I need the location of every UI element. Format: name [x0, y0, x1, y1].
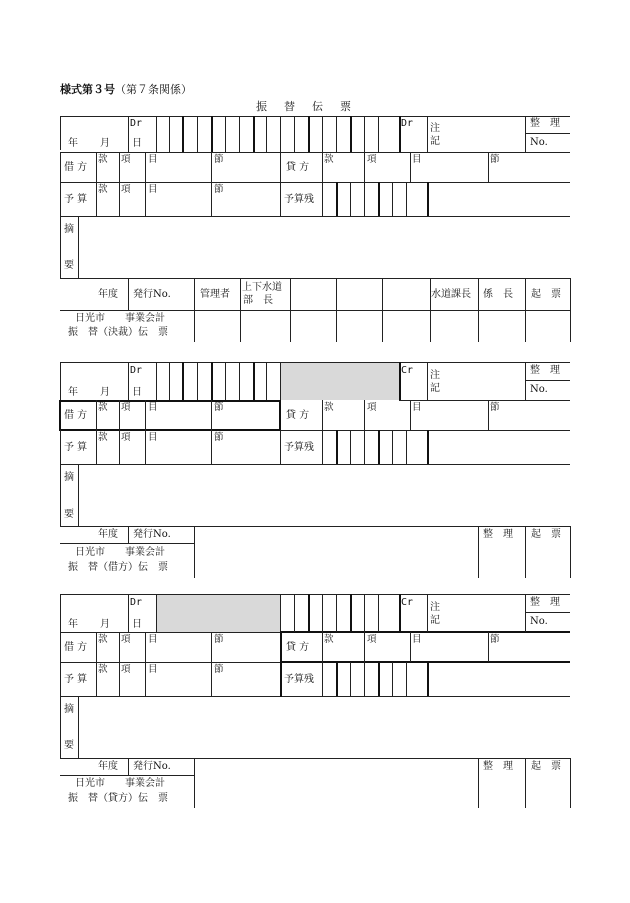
setsu-label: 節 — [214, 154, 224, 165]
setsu-label-b: 節 — [214, 184, 224, 195]
budget-label: 予 算 — [64, 674, 88, 685]
setsu-label-b: 節 — [214, 664, 224, 675]
setsu-label-c: 節 — [490, 634, 500, 645]
kan-label-c: 款 — [324, 634, 334, 645]
seiri-footer-label: 整 理 — [483, 761, 513, 772]
seiri-label: 整 理 — [530, 597, 560, 608]
city-account-3: 日光市 事業会計 — [75, 778, 165, 789]
manager-label: 管理者 — [200, 289, 230, 300]
credit-label: 貸 方 — [286, 410, 310, 421]
number-label: No. — [530, 616, 548, 627]
kan-label-b: 款 — [98, 184, 108, 195]
moku-label-c: 目 — [412, 154, 422, 165]
sewer-line2: 部 長 — [243, 295, 273, 306]
debit-box-highlight — [59, 400, 281, 431]
debit-code: Dr — [130, 365, 143, 376]
kan-label-b: 款 — [98, 664, 108, 675]
shaded-debit-amount — [156, 594, 280, 632]
moku-label: 目 — [148, 634, 158, 645]
date-label: 年 月 日 — [68, 387, 148, 398]
debit-code: Dr — [130, 118, 143, 129]
moku-label-b: 目 — [148, 664, 158, 675]
drafter-label: 起 票 — [531, 761, 561, 772]
note-top: 注 — [430, 370, 440, 381]
moku-label: 目 — [148, 402, 158, 413]
setsu-label-c: 節 — [490, 154, 500, 165]
kou-label-b: 項 — [121, 184, 131, 195]
kan-label: 款 — [98, 402, 108, 413]
setsu-label: 節 — [214, 634, 224, 645]
note-top: 注 — [430, 123, 440, 134]
summary-bottom: 要 — [64, 260, 74, 271]
kou-label-c: 項 — [367, 154, 377, 165]
budget-balance-label: 予算残 — [284, 674, 314, 685]
credit-code: Cr — [401, 365, 414, 376]
setsu-label-c: 節 — [490, 402, 500, 413]
debit-label: 借 方 — [64, 642, 88, 653]
date-label: 年 月 日 — [68, 619, 148, 630]
water-chief-label: 水道課長 — [431, 289, 471, 300]
kou-label: 項 — [121, 634, 131, 645]
drafter-label: 起 票 — [531, 529, 561, 540]
fiscal-year-label: 年度 — [98, 529, 118, 540]
moku-label-c: 目 — [412, 634, 422, 645]
note-bottom: 記 — [430, 615, 440, 626]
seiri-footer-label: 整 理 — [483, 529, 513, 540]
debit-code: Dr — [130, 597, 143, 608]
subsection-chief-label: 係 長 — [483, 289, 513, 300]
budget-balance-label: 予算残 — [284, 442, 314, 453]
kan-label: 款 — [98, 634, 108, 645]
sewer-line1: 上下水道 — [242, 282, 282, 293]
kou-label: 項 — [121, 402, 131, 413]
city-account-2: 日光市 事業会計 — [75, 547, 165, 558]
summary-top: 摘 — [64, 224, 74, 235]
kan-label-b: 款 — [98, 432, 108, 443]
slip-name-3: 振 替（貸方）伝 票 — [68, 793, 168, 804]
setsu-label-b: 節 — [214, 432, 224, 443]
credit-label: 貸 方 — [286, 162, 310, 173]
shaded-credit-amount — [281, 362, 399, 400]
slip-name-2: 振 替（借方）伝 票 — [68, 562, 168, 573]
moku-label-b: 目 — [148, 184, 158, 195]
debit-code-2: Dr — [401, 118, 414, 129]
drafter-label: 起 票 — [531, 289, 561, 300]
number-label: No. — [530, 384, 548, 395]
summary-bottom: 要 — [64, 509, 74, 520]
credit-code: Cr — [401, 597, 414, 608]
debit-label: 借 方 — [64, 162, 88, 173]
fiscal-year-label: 年度 — [98, 761, 118, 772]
issue-no-label: 発行No. — [133, 289, 171, 300]
kou-label-b: 項 — [121, 664, 131, 675]
seiri-label: 整 理 — [530, 365, 560, 376]
city-account-1: 日光市 事業会計 — [75, 313, 165, 324]
kan-label-c: 款 — [324, 402, 334, 413]
date-label: 年 月 日 — [68, 138, 148, 149]
debit-label: 借 方 — [64, 410, 88, 421]
form-title: 振替伝票 — [256, 100, 368, 113]
kan-label: 款 — [98, 154, 108, 165]
budget-label: 予 算 — [64, 194, 88, 205]
kou-label-c: 項 — [367, 634, 377, 645]
moku-label-c: 目 — [412, 402, 422, 413]
summary-bottom: 要 — [64, 740, 74, 751]
summary-top: 摘 — [64, 472, 74, 483]
budget-balance-label: 予算残 — [284, 194, 314, 205]
slip-name-1: 振 替（決裁）伝 票 — [68, 327, 168, 338]
form-number: 様式第３号（第７条関係） — [60, 83, 192, 96]
issue-no-label: 発行No. — [133, 761, 171, 772]
setsu-label: 節 — [214, 402, 224, 413]
credit-label: 貸 方 — [286, 642, 310, 653]
seiri-label: 整 理 — [530, 118, 560, 129]
kou-label-b: 項 — [121, 432, 131, 443]
issue-no-label: 発行No. — [133, 529, 171, 540]
kou-label-c: 項 — [367, 402, 377, 413]
summary-top: 摘 — [64, 704, 74, 715]
note-bottom: 記 — [430, 383, 440, 394]
number-label: No. — [530, 137, 548, 148]
moku-label-b: 目 — [148, 432, 158, 443]
note-bottom: 記 — [430, 136, 440, 147]
kou-label: 項 — [121, 154, 131, 165]
moku-label: 目 — [148, 154, 158, 165]
kan-label-c: 款 — [324, 154, 334, 165]
note-top: 注 — [430, 602, 440, 613]
fiscal-year-label: 年度 — [98, 289, 118, 300]
budget-label: 予 算 — [64, 442, 88, 453]
